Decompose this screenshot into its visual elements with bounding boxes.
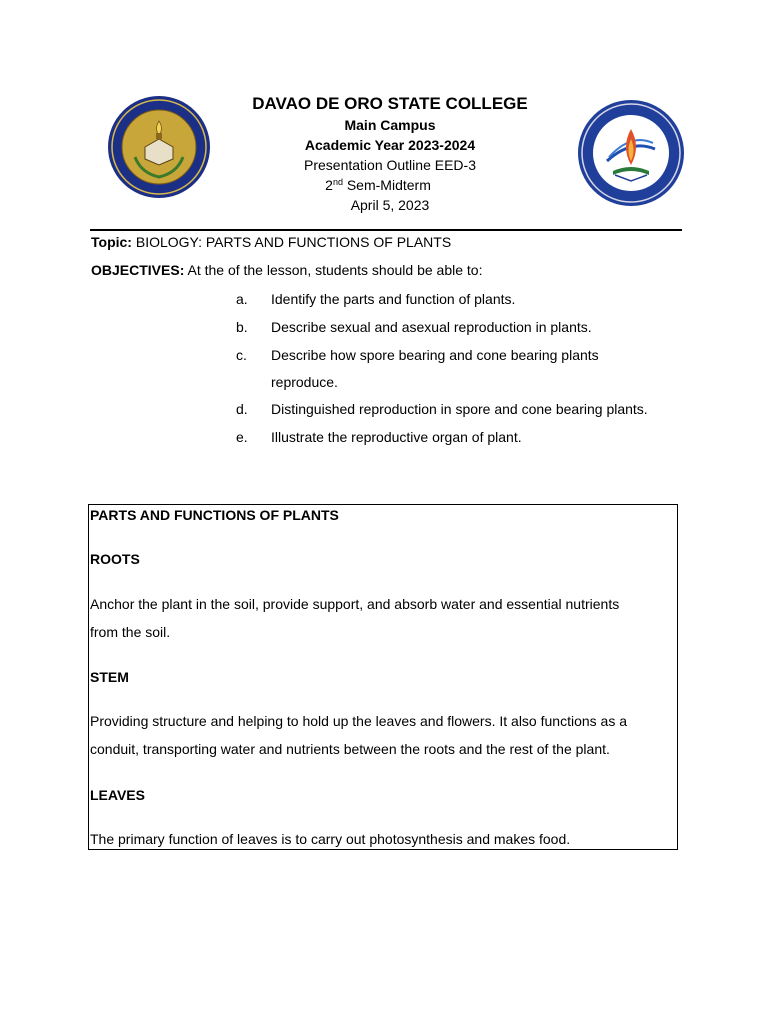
document-header — [230, 93, 550, 215]
list-item — [236, 317, 656, 337]
objectives-label: OBJECTIVES: — [91, 262, 185, 278]
roots-text-line-1: Anchor the plant in the soil, provide support, and absorb water and essential nutrients — [90, 596, 620, 612]
list-item — [236, 342, 656, 396]
list-item-letter: b. — [236, 319, 248, 335]
stem-text-line-1: Providing structure and helping to hold up the leaves and flowers. It also functions as a — [90, 713, 627, 729]
semester-number: 2 — [325, 177, 333, 193]
roots-text-line-2: from the soil. — [90, 624, 171, 640]
academic-year: Academic Year 2023-2024 — [304, 137, 476, 153]
leaves-heading: LEAVES — [90, 787, 145, 803]
objectives-line — [91, 261, 482, 279]
stem-text-line-2: conduit, transporting water and nutrients between the roots and the rest of the plant. — [90, 741, 610, 757]
semester-label: Sem-Midterm — [342, 177, 431, 193]
stem-heading: STEM — [90, 669, 129, 685]
list-item — [236, 427, 656, 447]
college-seal-icon — [107, 95, 211, 199]
header-divider — [90, 229, 682, 231]
roots-heading: ROOTS — [90, 551, 140, 567]
objectives-list — [236, 289, 656, 447]
college-name: DAVAO DE ORO STATE COLLEGE — [252, 94, 528, 113]
parts-functions-box — [88, 504, 678, 850]
list-item-letter: c. — [236, 347, 247, 363]
list-item-letter: a. — [236, 291, 248, 307]
topic-text: BIOLOGY: PARTS AND FUNCTIONS OF PLANTS — [131, 234, 452, 250]
list-item-text: Distinguished reproduction in spore and cone bearing plants. — [271, 401, 648, 417]
list-item-text: Illustrate the reproductive organ of plant. — [271, 429, 522, 445]
topic-label: Topic: — [91, 234, 132, 250]
document-date: April 5, 2023 — [350, 197, 430, 213]
objectives-intro: At the of the lesson, students should be able to: — [184, 262, 483, 278]
list-item — [236, 399, 656, 419]
semester — [230, 175, 550, 195]
leaves-text-line-1: The primary function of leaves is to carry out photosynthesis and makes food. — [90, 831, 571, 847]
campus-name: Main Campus — [344, 117, 436, 133]
list-item-text: Describe how spore bearing and cone bearing plants reproduce. — [271, 347, 599, 390]
section-title: PARTS AND FUNCTIONS OF PLANTS — [90, 507, 339, 523]
topic-line — [91, 233, 451, 251]
list-item-letter: d. — [236, 401, 248, 417]
semester-suffix: nd — [332, 177, 343, 187]
list-item-letter: e. — [236, 429, 248, 445]
presentation-outline: Presentation Outline EED-3 — [304, 157, 476, 173]
list-item — [236, 289, 656, 309]
list-item-text: Describe sexual and asexual reproduction in plants. — [271, 319, 592, 335]
teacher-education-department-seal-icon — [577, 99, 685, 207]
list-item-text: Identify the parts and function of plants. — [271, 291, 516, 307]
